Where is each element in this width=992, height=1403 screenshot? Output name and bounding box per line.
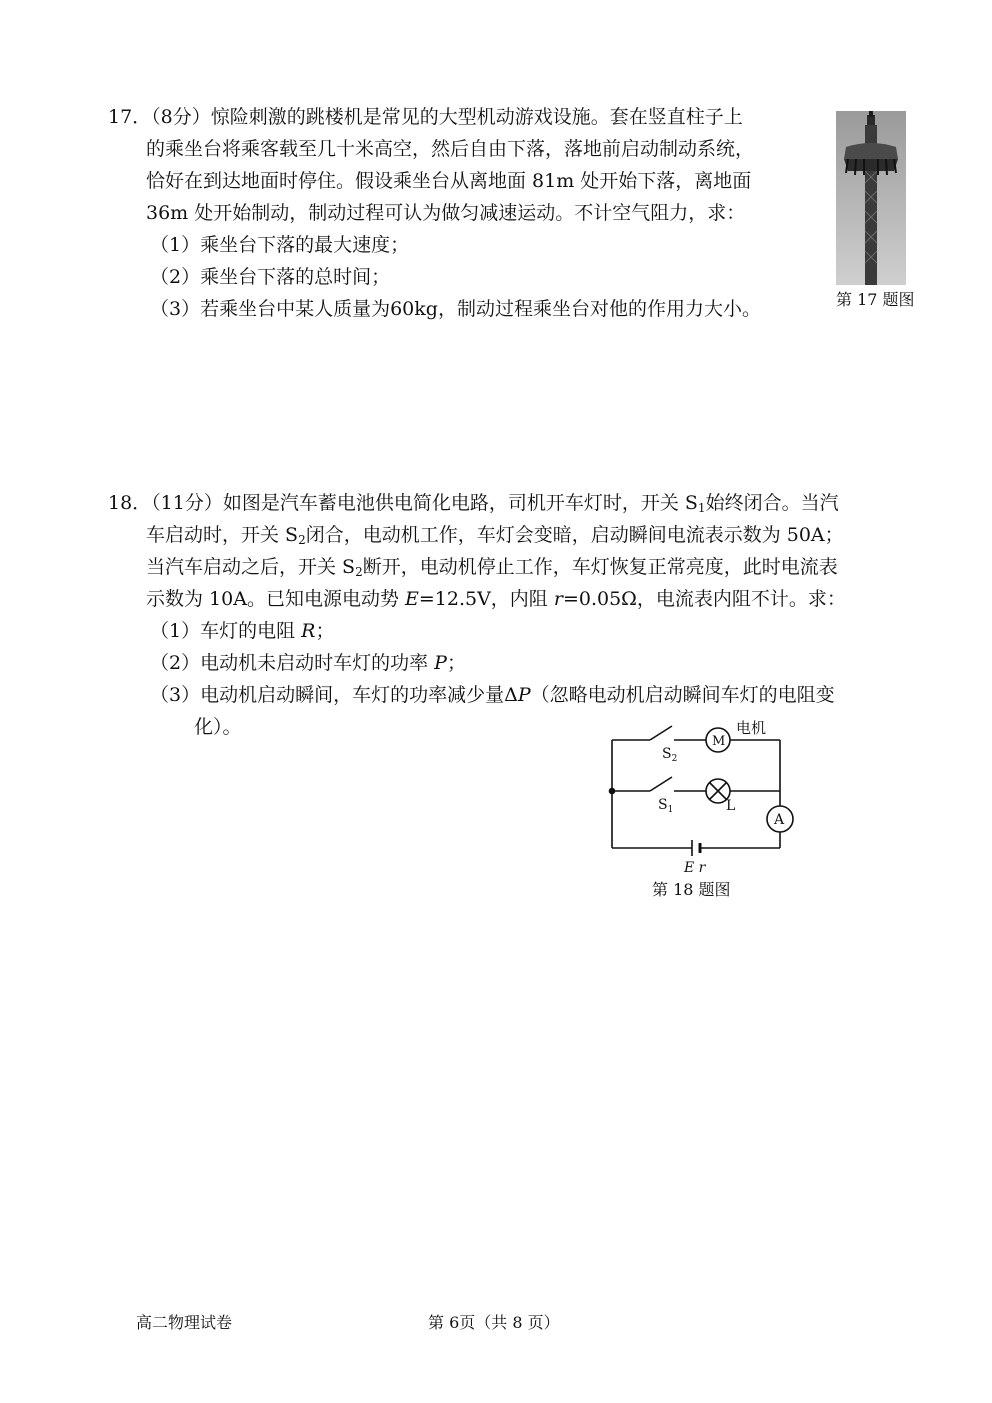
q17-line-3: 恰好在到达地面时停住。假设乘坐台从离地面 81m 处开始下落，离地面: [146, 170, 752, 192]
q17-line-1: 17．（8分）惊险刺激的跳楼机是常见的大型机动游戏设施。套在竖直柱子上: [108, 106, 743, 128]
q18-subquestion-2: （2）电动机未启动时车灯的功率 P；: [150, 652, 466, 674]
switch-s2: [650, 726, 672, 740]
motor-label: 电机: [736, 719, 767, 737]
figure-18-caption: 第 18 题图: [652, 880, 731, 899]
drop-tower-photo: [836, 111, 906, 285]
q17-line-2: 的乘坐台将乘客载至几十米高空，然后自由下落，落地前启动制动系统，: [146, 138, 755, 160]
q18-subquestion-3-cont: 化）。: [194, 716, 242, 738]
q18-line-2: 车启动时，开关 $S_2$闭合，电动机工作，车灯会变暗，启动瞬间电流表示数为 50A；: [146, 524, 844, 547]
q18-subquestion-3: （3）电动机启动瞬间，车灯的功率减少量ΔP（忽略电动机启动瞬间车灯的电阻变: [150, 684, 835, 706]
q18-subquestion-1: （1）车灯的电阻 R；: [150, 620, 335, 642]
switch-s1: [650, 777, 672, 791]
q17-subquestion-2: （2）乘坐台下落的总时间；: [150, 266, 391, 288]
q17-subquestion-1: （1）乘坐台下落的最大速度；: [150, 234, 410, 256]
circuit-diagram: [600, 714, 810, 880]
motor-symbol-text: M: [712, 734, 726, 749]
switch-s2-label: $S_2$: [662, 746, 678, 764]
q18-line-1: 18．（11分）如图是汽车蓄电池供电简化电路，司机开车灯时，开关 $S_1$始终闭合。当汽: [108, 492, 839, 515]
battery-label: E r: [684, 860, 706, 876]
ammeter-label: A: [774, 812, 785, 828]
switch-s1-label: $S_1$: [658, 797, 674, 815]
lamp-label: L: [726, 798, 736, 814]
q17-subquestion-3: （3）若乘坐台中某人质量为60kg，制动过程乘坐台对他的作用力大小。: [150, 298, 761, 320]
question-18: [108, 487, 928, 743]
question-17: [108, 101, 808, 325]
q18-line-4: 示数为 10A。已知电源电动势 E=12.5V，内阻 r=0.05Ω，电流表内阻不计。求：: [146, 588, 846, 610]
q18-line-3: 当汽车启动之后，开关 $S_2$断开，电动机停止工作，车灯恢复正常亮度，此时电流表: [146, 556, 838, 579]
footer-page-number: 第 6页（共 8 页）: [428, 1313, 560, 1332]
footer-subject: 高二物理试卷: [136, 1313, 233, 1332]
q17-line-4: 36m 处开始制动，制动过程可认为做匀减速运动。不计空气阻力，求：: [146, 202, 746, 224]
figure-17-caption: 第 17 题图: [836, 290, 915, 309]
